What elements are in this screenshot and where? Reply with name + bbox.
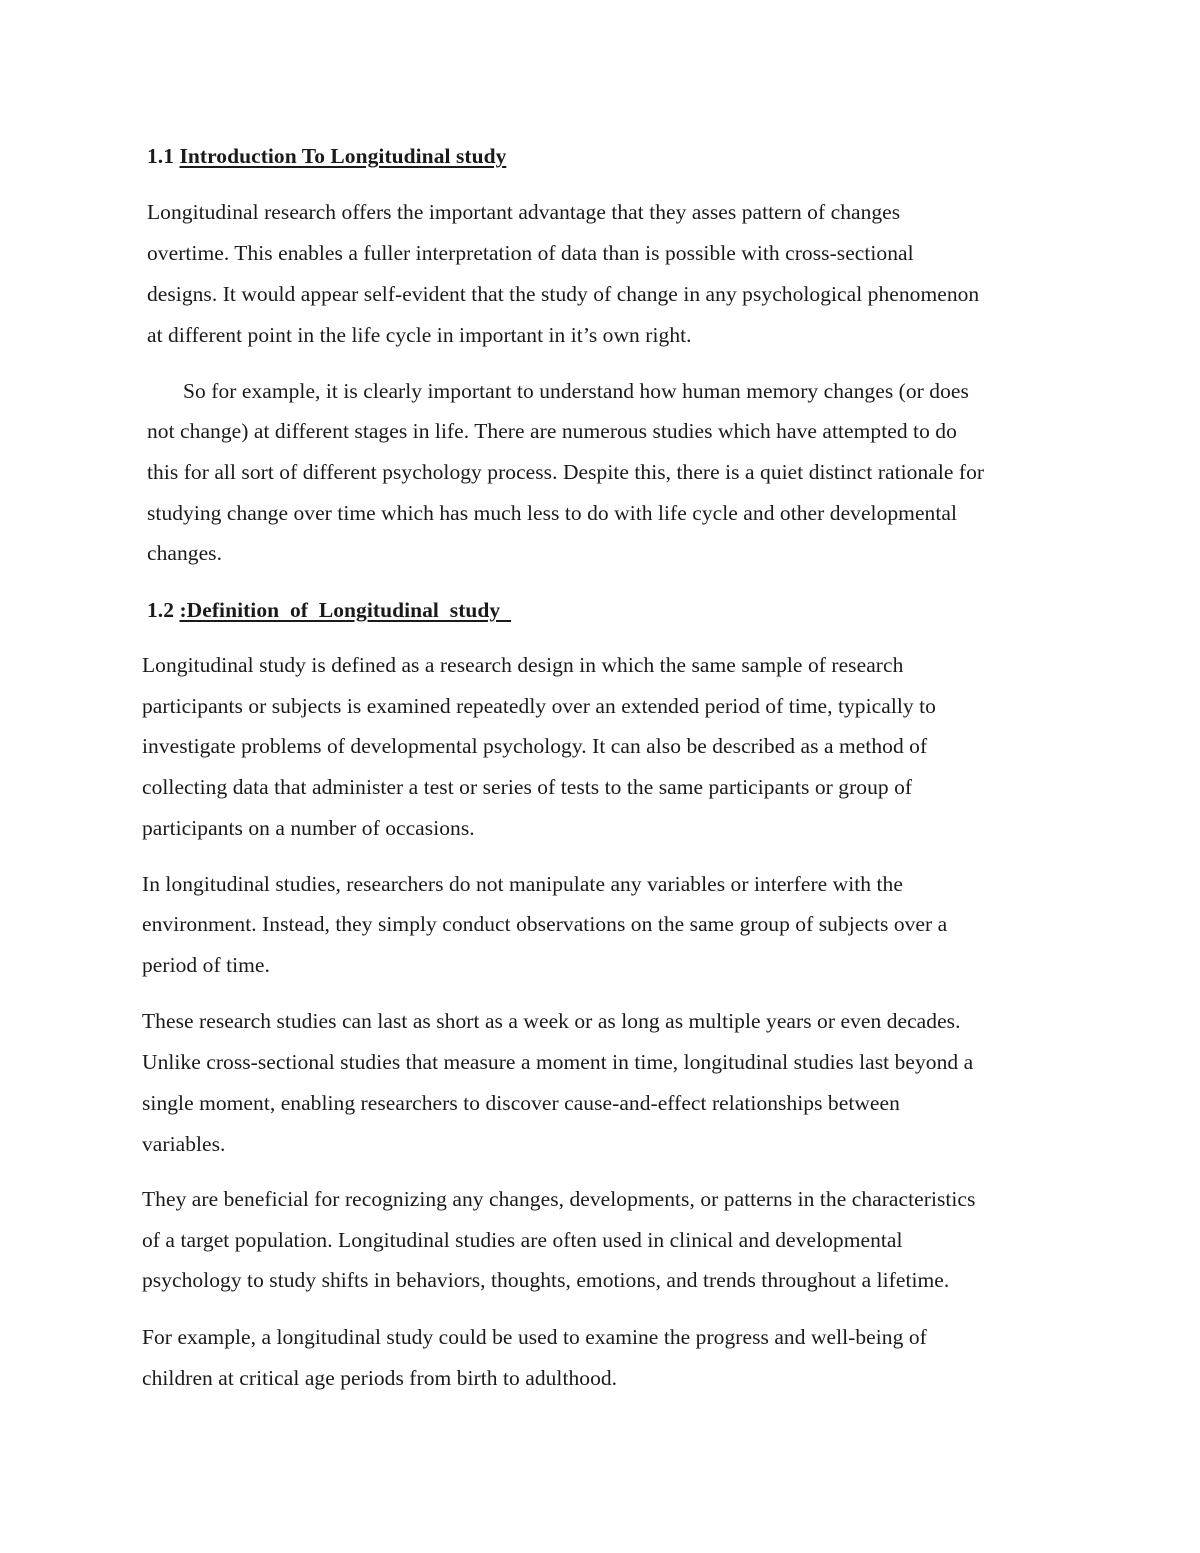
s1-p2-line-5: changes. (147, 541, 223, 565)
s1-p1-line-4: at different point in the life cycle in important in it’s own right. (147, 323, 692, 347)
s2-p1-line-5: participants on a number of occasions. (142, 816, 475, 840)
s2-p1-line-3: investigate problems of developmental psychology. It can also be described as a method of (142, 734, 928, 758)
s2-p2-line-1: In longitudinal studies, researchers do not manipulate any variables or interfere with the (142, 872, 903, 896)
s2-p5-line-2: children at critical age periods from birth to adulthood. (142, 1366, 618, 1390)
section-2-heading-title: :Definition of Longitudinal study (179, 598, 512, 622)
section-2-heading (147, 600, 511, 622)
s2-p4-line-3: psychology to study shifts in behaviors, thoughts, emotions, and trends throughout a lifetime. (142, 1268, 950, 1292)
s2-p1-line-2: participants or subjects is examined repeatedly over an extended period of time, typically to (142, 694, 936, 718)
s2-p4-line-1: They are beneficial for recognizing any changes, developments, or patterns in the characteristics (142, 1187, 976, 1211)
s2-p1-line-4: collecting data that administer a test or series of tests to the same participants or group of (142, 775, 913, 799)
s1-p1-line-3: designs. It would appear self-evident that the study of change in any psychological phenomenon (147, 282, 980, 306)
s2-p3-line-3: single moment, enabling researchers to discover cause-and-effect relationships between (142, 1091, 900, 1115)
s1-p2-line-2: not change) at different stages in life. There are numerous studies which have attempted to do (147, 419, 957, 443)
s1-p2-line-3: this for all sort of different psychology process. Despite this, there is a quiet distinct rationale for (147, 460, 985, 484)
s2-p1-line-1: Longitudinal study is defined as a research design in which the same sample of research (142, 653, 904, 677)
s2-p3-line-2: Unlike cross-sectional studies that measure a moment in time, longitudinal studies last beyond a (142, 1050, 974, 1074)
s2-p2-line-3: period of time. (142, 953, 270, 977)
s1-p1-line-1: Longitudinal research offers the important advantage that they asses pattern of changes (147, 200, 901, 224)
section-1-heading-title: Introduction To Longitudinal study (179, 144, 507, 168)
s2-p2-line-2: environment. Instead, they simply conduct observations on the same group of subjects over a (142, 912, 948, 936)
s1-p2-line-1: So for example, it is clearly important to understand how human memory changes (or does (183, 379, 969, 403)
s2-p5-line-1: For example, a longitudinal study could be used to examine the progress and well-being of (142, 1325, 927, 1349)
section-2-heading-number: 1.2 (147, 598, 180, 622)
s2-p4-line-2: of a target population. Longitudinal studies are often used in clinical and developmental (142, 1228, 903, 1252)
s1-p1-line-2: overtime. This enables a fuller interpretation of data than is possible with cross-sectional (147, 241, 914, 265)
s2-p3-line-1: These research studies can last as short as a week or as long as multiple years or even decades. (142, 1009, 961, 1033)
section-1-heading-number: 1.1 (147, 144, 180, 168)
s2-p3-line-4: variables. (142, 1132, 226, 1156)
section-1-heading (147, 146, 506, 168)
s1-p2-line-4: studying change over time which has much less to do with life cycle and other developmental (147, 501, 957, 525)
